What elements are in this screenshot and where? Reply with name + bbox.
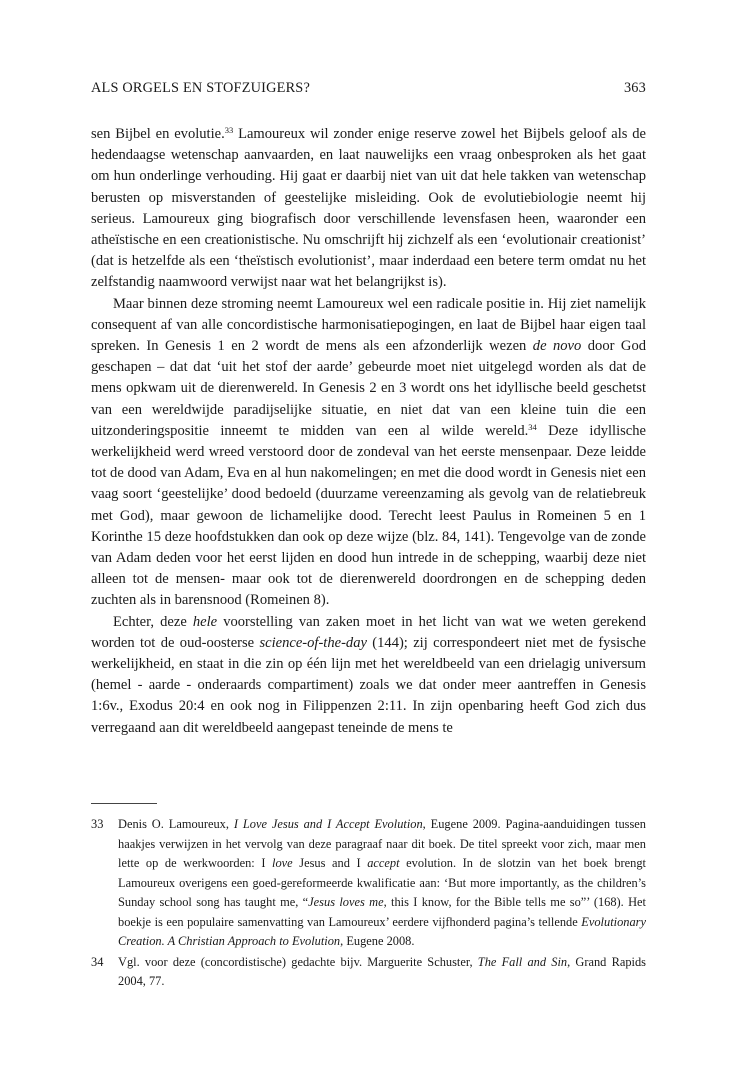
footnote-number: 34 — [91, 954, 104, 969]
running-header — [91, 80, 646, 97]
body-text — [91, 124, 646, 739]
footnote-ref-33[interactable]: 33 — [224, 125, 234, 135]
paragraph-3: Echter, deze hele voorstelling van zaken moet in het licht van wat we weten gerekend worden tot de oud-oosterse science-of-the-day (144); zij correspondeert niet met de fysische werkelijkheid, en staat in die zin op één lijn met het wereldbeeld van een drielagig universum (hemel - aarde - onderaards compartiment) zoals we dat onder meer aantreffen in Genesis 1:6v., Exodus 20:4 en ook nog in Filippenzen 2:11. In zijn openbaring heeft God zich dus verregaand aan dit wereldbeeld aangepast teneinde de mens te — [91, 613, 646, 736]
page-number: 363 — [623, 80, 646, 96]
footnote-33 — [91, 815, 646, 952]
paragraph-1: sen Bijbel en evolutie.$^{33}$ Lamoureux wil zonder enige reserve zowel het Bijbels geloof als de hedendaagse wetenschap aanvaarden, en laat nauwelijks een vraag onbesproken als het gaat om hun onderlinge verhouding. Hij gaat er daarbij niet van uit dat hele takken van wetenschap berusten op misverstanden of geestelijke misleiding. Ook de evolutiebiologie neemt hij serieus. Lamoureux ging biografisch door verschillende levensfasen heen, waaronder een atheïstische en een creationistische. Nu omschrijft hij zichzelf als een ‘evolutionair creationist’ (dat is hetzelfde als een ‘theïstisch evolutionist’, maar inderdaad een betere term omdat nu het zelfstandig naamwoord verwijst naar wat het belangrijkst is). — [91, 125, 646, 291]
footnotes — [91, 815, 646, 993]
paragraph-2: Maar binnen deze stroming neemt Lamoureux wel een radicale positie in. Hij ziet namelijk consequent af van alle concordistische harmonisatiepogingen, en laat de Bijbel haar eigen taal spreken. In Genesis 1 en 2 wordt de mens als een afzonderlijk wezen de novo door God geschapen – dat dat ‘uit het stof der aarde’ gebeurde moet niet uitgelegd worden als dat de mens opkwam uit de dierenwereld. In Genesis 2 en 3 wordt ons het idyllische beeld geschetst van een wereldwijde paradijselijke situatie, en niet dat van een kleine tuin die een uitzonderingspositie inneemt te midden van een al wilde wereld.$^{34}$ Deze idyllische werkelijkheid werd wreed verstoord door de zondeval van het eerste mensenpaar. Deze leidde tot de dood van Adam, Eva en al hun nakomelingen; en met die dood wordt in Genesis niet een vaag soort ‘geestelijke’ dood bedoeld (duurzame vereenzaming als gevolg van de relatiebreuk met God), maar gewoon de lichamelijke dood. Terecht leest Paulus in Romeinen 5 en 1 Korinthe 15 deze hoofdstukken dan ook op deze wijze (blz. 84, 141). Tengevolge van de zonde van Adam deden voor het eerst lijden en dood hun intrede in de schepping, waarbij deze niet alleen tot de mensen- maar ook tot de dierenwereld doordrongen en de schepping deden zuchten als in barensnood (Romeinen 8). — [91, 295, 646, 609]
footnote-text: Denis O. Lamoureux, I Love Jesus and I Accept Evolution, Eugene 2009. Pagina-aanduidingen tussen haakjes verwijzen in het vervolg van deze paragraaf naar dit boek. De titel spreekt voor zich, maar men lette op de werkwoorden: I love Jesus and I accept evolution. In de slotzin van het boek brengt Lamoureux overigens een goed-gereformeerde kwalificatie aan: ‘But more importantly, as the children’s Sunday school song has taught me, “Jesus loves me, this I know, for the Bible tells me so”’ (168). Het boekje is een populaire samenvatting van Lamoureux’ eerdere vijfhonderd pagina’s tellende Evolutionary Creation. A Christian Approach to Evolution, Eugene 2008. — [118, 817, 646, 948]
footnote-separator — [91, 803, 157, 804]
running-title: ALS ORGELS EN STOFZUIGERS? — [91, 80, 311, 96]
footnote-text: Vgl. voor deze (concordistische) gedachte bijv. Marguerite Schuster, The Fall and Sin, Grand Rapids 2004, 77. — [118, 954, 646, 988]
footnote-number: 33 — [91, 817, 104, 831]
footnote-ref-34[interactable]: 34 — [528, 421, 537, 432]
footnote-34 — [91, 953, 646, 992]
